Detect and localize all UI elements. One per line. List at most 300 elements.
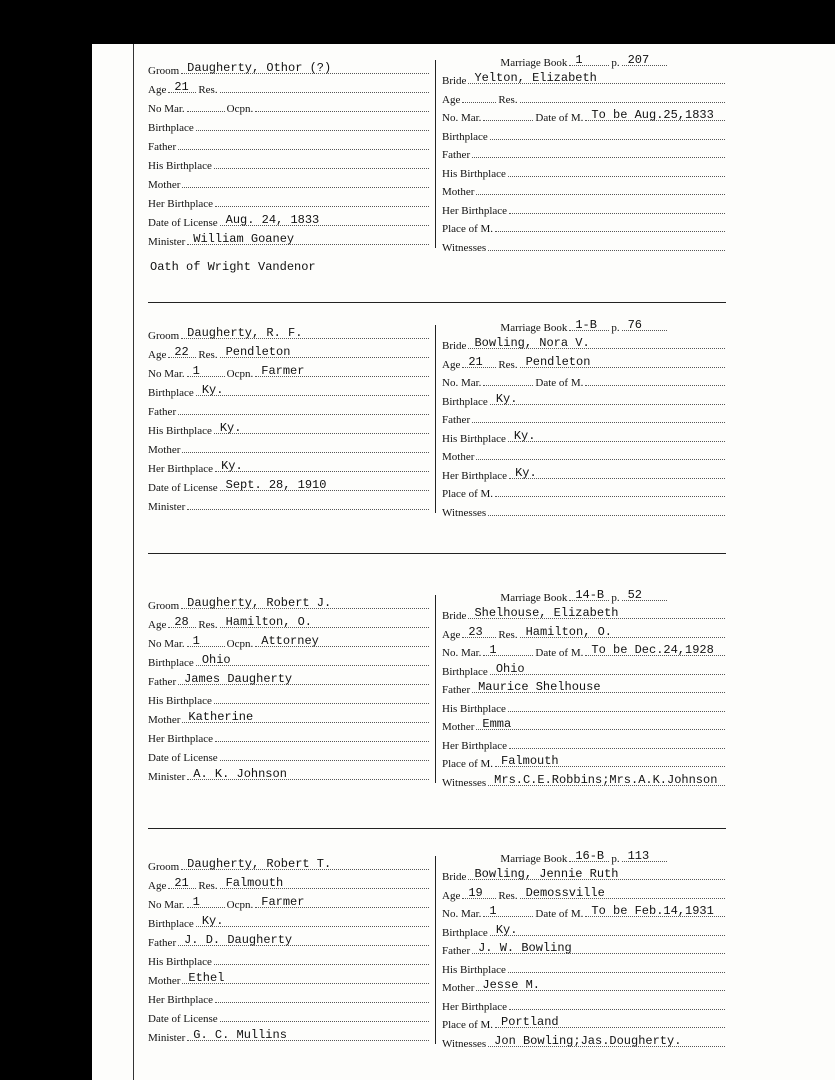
field-value: G. C. Mullins: [193, 1028, 287, 1042]
field-value: Mrs.C.E.Robbins;Mrs.A.K.Johnson: [494, 772, 718, 787]
field-label: Date of License: [148, 217, 218, 229]
field-value: Ky.: [513, 428, 536, 443]
field-line: [220, 746, 429, 761]
record-divider: [148, 302, 726, 303]
form-row: [148, 726, 431, 745]
form-row: [148, 854, 431, 873]
form-row: [148, 475, 431, 494]
field-label: Father: [442, 414, 471, 426]
field-line: [585, 641, 725, 656]
field-label: Date of M.: [535, 112, 584, 124]
field-line: [220, 476, 429, 491]
field-value: Daugherty, Othor (?): [187, 61, 332, 75]
marriage-record: [145, 846, 730, 1050]
field-line: [476, 976, 725, 991]
form-row: [442, 500, 727, 519]
field-value: Falmouth: [225, 876, 284, 890]
form-row: [442, 124, 727, 143]
field-line: [220, 613, 429, 628]
column-divider: [435, 856, 436, 1044]
field-line: [490, 390, 725, 405]
field-line: [187, 1026, 429, 1041]
form-row: [442, 463, 727, 482]
groom-section: [148, 585, 431, 783]
field-label: Her Birthplace: [442, 204, 508, 217]
field-label: Mother: [442, 982, 475, 994]
field-value: Daugherty, Robert T.: [187, 857, 332, 871]
field-line: [182, 438, 429, 453]
field-label: Place of M.: [442, 223, 494, 235]
bride-section: [442, 315, 727, 519]
field-label: Age: [442, 358, 461, 371]
form-row: [442, 865, 727, 884]
field-value: Pendleton: [525, 354, 591, 369]
field-line: [520, 353, 725, 368]
form-row: [442, 733, 727, 752]
field-label: Witnesses: [442, 241, 487, 254]
field-label: His Birthplace: [148, 425, 212, 437]
field-label: Her Birthplace: [148, 198, 214, 210]
field-label: Age: [148, 349, 167, 361]
field-label: No Mar.: [148, 899, 185, 911]
field-line: [168, 343, 196, 358]
form-row: [148, 764, 431, 783]
form-row: [442, 235, 727, 254]
field-label: Place of M.: [442, 758, 494, 770]
field-label: Father: [148, 141, 177, 153]
field-value: 1: [575, 52, 583, 67]
field-label: Birthplace: [148, 122, 194, 134]
field-value: Ohio: [201, 653, 231, 667]
field-value: William Goaney: [193, 232, 295, 246]
form-row: [148, 968, 431, 987]
field-value: Ohio: [495, 661, 525, 676]
field-value: Ky.: [219, 421, 242, 435]
form-row: [442, 161, 727, 180]
field-line: [509, 734, 725, 749]
field-line: [220, 211, 429, 226]
field-value: A. K. Johnson: [193, 767, 287, 781]
field-line: [215, 727, 429, 742]
field-label: p.: [611, 56, 620, 69]
field-value: Daugherty, R. F.: [187, 326, 303, 340]
field-line: [569, 847, 609, 862]
field-line: [255, 362, 429, 377]
field-line: [508, 697, 725, 712]
form-row: [442, 408, 727, 427]
form-row: [442, 770, 727, 789]
field-line: [468, 334, 725, 349]
field-value: Falmouth: [501, 754, 559, 768]
field-value: 16-B: [575, 848, 605, 863]
field-label: Mother: [442, 451, 475, 463]
field-line: [488, 236, 725, 251]
field-value: Ky.: [221, 459, 243, 473]
field-value: 22: [174, 345, 189, 359]
form-row: [148, 593, 431, 612]
form-row: [148, 650, 431, 669]
field-value: James Daugherty: [184, 672, 293, 686]
form-row: [442, 659, 727, 678]
field-line: [196, 116, 429, 131]
field-line: [483, 106, 533, 121]
field-line: [214, 689, 429, 704]
field-line: [214, 154, 429, 169]
field-value: 21: [174, 876, 189, 890]
field-label: Father: [148, 676, 177, 688]
field-line: [483, 902, 533, 917]
field-label: Res.: [198, 619, 218, 631]
field-label: His Birthplace: [442, 702, 506, 715]
field-line: [490, 921, 725, 936]
field-line: [181, 59, 429, 74]
field-line: [585, 902, 725, 917]
field-line: [182, 969, 429, 984]
field-label: Mother: [442, 721, 475, 733]
field-line: [483, 371, 533, 386]
field-value: 113: [627, 848, 650, 863]
field-label: Marriage Book: [500, 852, 568, 865]
field-line: [476, 445, 725, 460]
field-line: [509, 995, 725, 1010]
form-row: [442, 315, 727, 334]
field-value: Bowling, Nora V.: [474, 336, 590, 350]
form-row: [148, 418, 431, 437]
field-value: 1-B: [575, 317, 597, 332]
field-value: Hamilton, O.: [525, 624, 612, 639]
form-row: [442, 198, 727, 217]
form-row: [148, 688, 431, 707]
form-row: [442, 585, 727, 604]
field-line: [462, 623, 496, 638]
field-label: Place of M.: [442, 488, 494, 500]
field-line: [472, 143, 725, 158]
form-row: [148, 323, 431, 342]
field-label: His Birthplace: [442, 432, 506, 445]
field-line: [187, 765, 429, 780]
form-row: [442, 902, 727, 921]
form-row: [442, 604, 727, 623]
groom-section: [148, 846, 431, 1044]
field-label: Res.: [498, 889, 518, 902]
form-row: [442, 106, 727, 125]
form-row: [148, 949, 431, 968]
field-line: [569, 586, 609, 601]
form-row: [148, 987, 431, 1006]
field-line: [178, 670, 429, 685]
field-value: 207: [627, 52, 650, 67]
form-row: [442, 371, 727, 390]
field-label: No. Mar.: [442, 377, 482, 389]
field-label: Age: [442, 889, 461, 902]
form-row: [442, 217, 727, 236]
field-value: Emma: [482, 717, 512, 731]
field-line: [483, 641, 533, 656]
field-line: [509, 464, 725, 479]
form-row: [148, 631, 431, 650]
field-label: Res.: [498, 358, 518, 371]
field-value: Yelton, Elizabeth: [474, 71, 597, 85]
field-label: Res.: [198, 880, 218, 892]
field-label: Her Birthplace: [442, 469, 508, 482]
field-line: [187, 495, 429, 510]
field-line: [215, 457, 429, 472]
field-line: [488, 1032, 725, 1047]
form-row: [442, 883, 727, 902]
field-label: Bride: [442, 340, 467, 352]
field-label: Marriage Book: [500, 591, 568, 604]
field-line: [476, 715, 725, 730]
bride-section: [442, 50, 727, 254]
field-line: [168, 874, 196, 889]
field-line: [472, 939, 725, 954]
field-value: 52: [627, 587, 642, 602]
field-value: 23: [468, 624, 483, 639]
field-value: 76: [627, 317, 642, 332]
form-row: [148, 707, 431, 726]
field-line: [214, 950, 429, 965]
field-line: [472, 408, 725, 423]
field-line: [196, 912, 429, 927]
form-row: [442, 143, 727, 162]
form-row: [442, 976, 727, 995]
field-line: [255, 893, 429, 908]
field-label: Marriage Book: [500, 321, 568, 334]
form-row: [442, 87, 727, 106]
form-row: [148, 134, 431, 153]
form-row: [148, 873, 431, 892]
form-row: [442, 426, 727, 445]
field-value: Farmer: [261, 364, 305, 378]
form-row: [442, 994, 727, 1013]
form-row: [148, 172, 431, 191]
field-label: Age: [442, 628, 461, 641]
field-line: [214, 419, 429, 434]
field-label: p.: [611, 852, 620, 865]
field-label: Mother: [148, 975, 181, 987]
field-line: [215, 988, 429, 1003]
field-label: No Mar.: [148, 368, 185, 380]
form-row: [442, 678, 727, 697]
field-label: Date of License: [148, 1013, 218, 1025]
form-row: [442, 696, 727, 715]
record-divider: [148, 553, 726, 554]
form-row: [148, 229, 431, 248]
field-label: Age: [148, 619, 167, 631]
field-value: Jon Bowling;Jas.Dougherty.: [494, 1033, 682, 1048]
field-label: Date of License: [148, 752, 218, 764]
field-value: J. W. Bowling: [478, 941, 572, 955]
field-line: [182, 708, 429, 723]
field-label: Mother: [442, 186, 475, 198]
form-row: [148, 892, 431, 911]
field-value: Jesse M.: [482, 978, 540, 992]
field-value: 21: [174, 80, 189, 94]
form-row: [148, 911, 431, 930]
field-line: [187, 362, 225, 377]
field-value: Daugherty, Robert J.: [187, 596, 332, 610]
field-value: Demossville: [525, 885, 605, 900]
form-row: [442, 622, 727, 641]
field-label: p.: [611, 321, 620, 334]
field-line: [181, 594, 429, 609]
field-label: Minister: [148, 1032, 186, 1044]
field-line: [569, 316, 609, 331]
form-row: [148, 745, 431, 764]
field-label: Her Birthplace: [148, 994, 214, 1006]
record-divider: [148, 828, 726, 829]
field-label: Her Birthplace: [442, 739, 508, 752]
field-label: Age: [148, 84, 167, 96]
field-label: Ocpn.: [226, 638, 254, 650]
form-row: [442, 352, 727, 371]
field-label: Minister: [148, 501, 186, 513]
form-row: [148, 437, 431, 456]
field-label: His Birthplace: [442, 963, 506, 976]
field-value: Attorney: [261, 634, 319, 648]
form-row: [148, 1025, 431, 1044]
field-line: [255, 97, 429, 112]
field-label: Her Birthplace: [442, 1000, 508, 1013]
field-line: [187, 893, 225, 908]
field-line: [569, 51, 609, 66]
field-line: [585, 106, 725, 121]
field-label: Mother: [148, 444, 181, 456]
field-value: To be Feb.14,1931: [591, 904, 714, 918]
field-label: Her Birthplace: [148, 733, 214, 745]
field-value: J. D. Daugherty: [184, 933, 293, 947]
field-line: [622, 586, 667, 601]
form-row: [442, 715, 727, 734]
field-label: His Birthplace: [148, 160, 212, 172]
field-line: [468, 69, 725, 84]
form-row: [442, 752, 727, 771]
field-label: Her Birthplace: [148, 463, 214, 475]
field-line: [462, 88, 496, 103]
field-line: [520, 884, 725, 899]
field-value: Ethel: [188, 971, 225, 985]
field-line: [255, 632, 429, 647]
form-row: [442, 1013, 727, 1032]
form-row: [442, 334, 727, 353]
field-line: [622, 847, 667, 862]
field-value: 14-B: [575, 587, 605, 602]
field-line: [220, 874, 429, 889]
field-value: Katherine: [188, 710, 254, 724]
record-note: Oath of Wright Vandenor: [150, 260, 316, 274]
field-value: 1: [192, 634, 200, 648]
field-line: [495, 752, 725, 767]
field-line: [585, 371, 725, 386]
field-line: [220, 343, 429, 358]
field-label: Father: [442, 149, 471, 161]
field-value: To be Dec.24,1928: [591, 643, 714, 657]
form-row: [442, 920, 727, 939]
field-value: 28: [174, 615, 189, 629]
field-value: Ky.: [515, 465, 537, 480]
field-line: [168, 78, 196, 93]
field-line: [181, 324, 429, 339]
groom-section: [148, 50, 431, 248]
field-line: [168, 613, 196, 628]
form-row: [148, 342, 431, 361]
form-row: [442, 69, 727, 88]
field-line: [622, 316, 667, 331]
field-value: Ky.: [201, 383, 224, 397]
field-label: Groom: [148, 600, 180, 612]
column-divider: [435, 595, 436, 783]
field-value: Portland: [501, 1015, 559, 1029]
field-label: Date of M.: [535, 908, 584, 920]
field-line: [468, 865, 725, 880]
field-value: Hamilton, O.: [225, 615, 312, 629]
field-label: Birthplace: [148, 387, 194, 399]
field-line: [490, 660, 725, 675]
field-line: [508, 427, 725, 442]
form-row: [442, 445, 727, 464]
field-line: [495, 482, 725, 497]
marriage-record: [145, 585, 730, 789]
field-label: Res.: [198, 349, 218, 361]
field-label: Birthplace: [148, 657, 194, 669]
field-line: [520, 623, 725, 638]
field-label: Mother: [148, 714, 181, 726]
form-row: [148, 612, 431, 631]
field-line: [215, 192, 429, 207]
field-label: Date of License: [148, 482, 218, 494]
groom-section: [148, 315, 431, 513]
field-label: Birthplace: [442, 130, 488, 143]
field-label: Bride: [442, 75, 467, 87]
field-line: [187, 230, 429, 245]
field-value: Bowling, Jennie Ruth: [474, 867, 619, 881]
field-line: [181, 855, 429, 870]
field-label: Ocpn.: [226, 899, 254, 911]
field-line: [508, 958, 725, 973]
form-row: [442, 939, 727, 958]
field-label: Bride: [442, 871, 467, 883]
field-line: [495, 1013, 725, 1028]
field-value: 19: [468, 885, 483, 900]
field-label: Res.: [198, 84, 218, 96]
form-row: [148, 153, 431, 172]
form-row: [148, 58, 431, 77]
field-label: Birthplace: [442, 926, 488, 939]
field-value: 1: [192, 364, 200, 378]
field-label: Place of M.: [442, 1019, 494, 1031]
field-line: [495, 217, 725, 232]
form-row: [442, 846, 727, 865]
field-label: Ocpn.: [226, 368, 254, 380]
field-label: Bride: [442, 610, 467, 622]
field-value: Shelhouse, Elizabeth: [474, 606, 619, 620]
field-label: Ocpn.: [226, 103, 254, 115]
field-line: [468, 604, 725, 619]
field-label: Marriage Book: [500, 56, 568, 69]
field-value: Maurice Shelhouse: [478, 680, 601, 694]
field-label: Father: [148, 937, 177, 949]
field-line: [220, 78, 429, 93]
field-label: Witnesses: [442, 1037, 487, 1050]
field-label: Res.: [498, 93, 518, 106]
field-label: His Birthplace: [148, 695, 212, 707]
form-row: [148, 456, 431, 475]
field-line: [196, 651, 429, 666]
field-label: Birthplace: [148, 918, 194, 930]
field-line: [508, 162, 725, 177]
field-label: Birthplace: [442, 665, 488, 678]
form-row: [442, 641, 727, 660]
